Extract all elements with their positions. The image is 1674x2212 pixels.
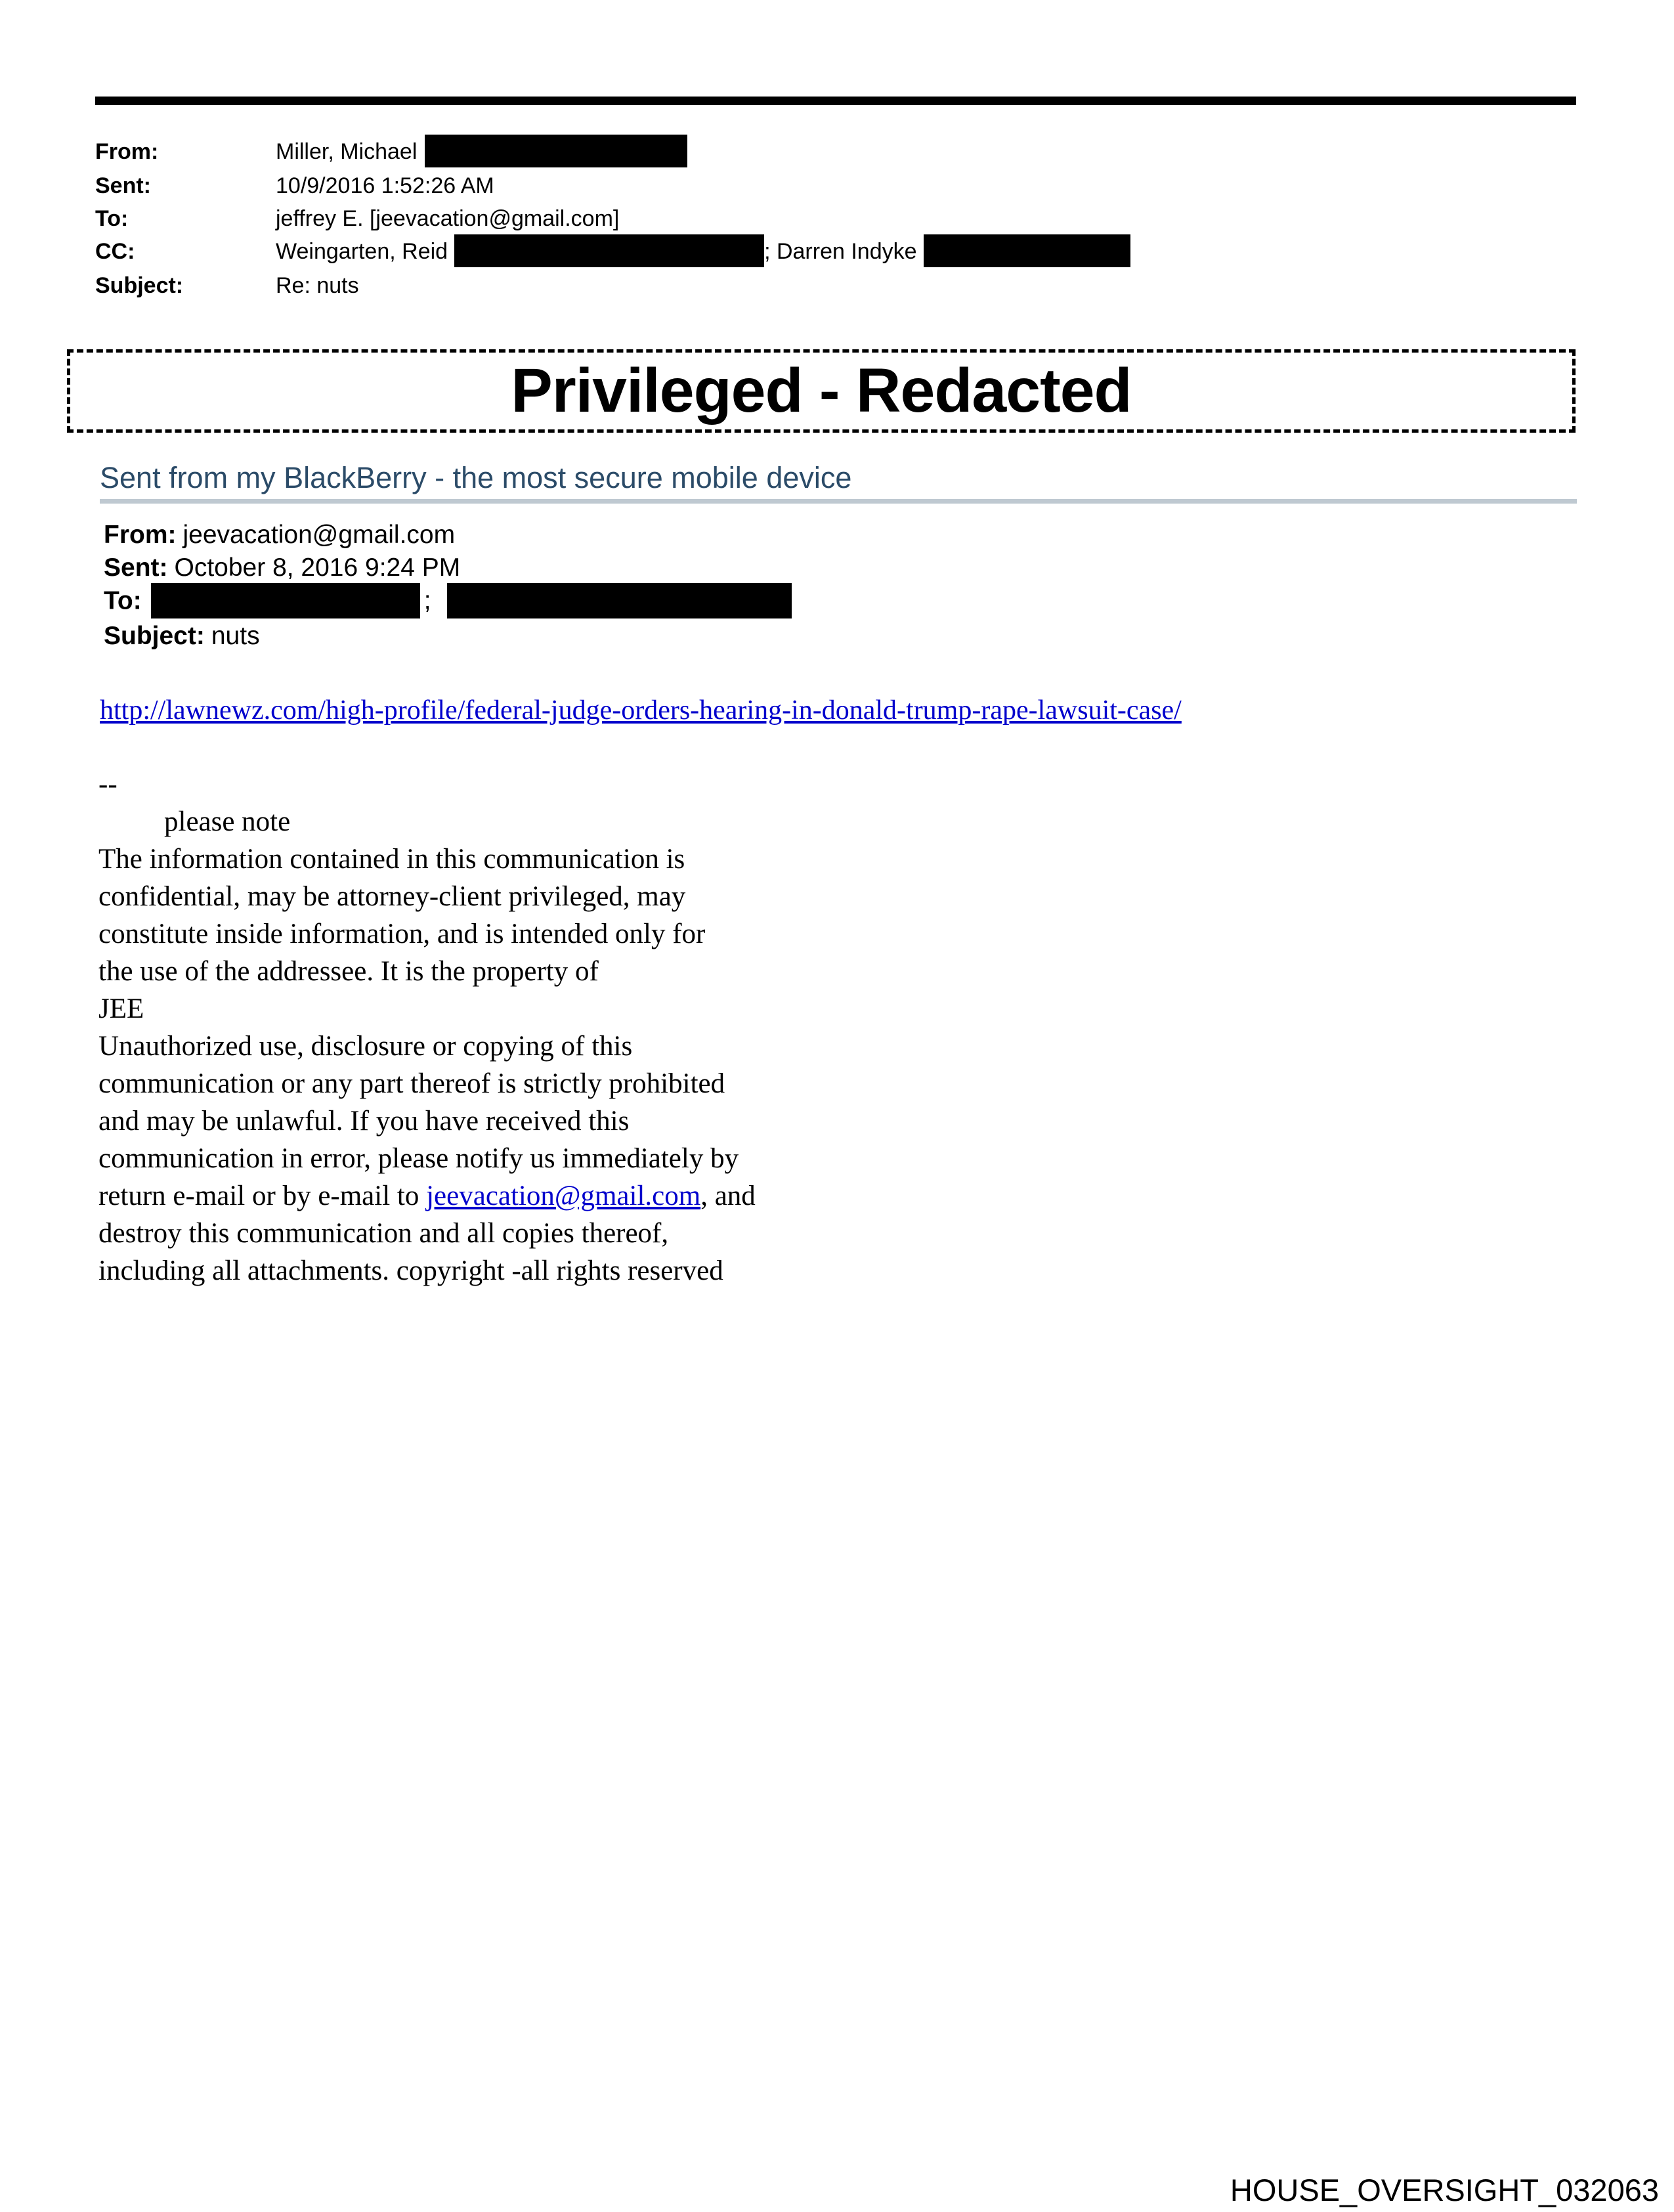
reply-email-link[interactable]: jeevacation@gmail.com [426, 1181, 701, 1211]
fwd-from-field-label: From: [104, 521, 177, 549]
header-row-cc [95, 235, 1579, 269]
header-row-from [95, 135, 1579, 169]
fwd-header-row-to [104, 584, 792, 620]
fwd-subject-field-label: Subject: [104, 622, 205, 650]
fwd-sent-field-label: Sent: [104, 553, 168, 582]
body-line: The information contained in this communication is [98, 844, 685, 875]
fwd-header-row-sent [104, 552, 792, 584]
redaction-bar [454, 234, 764, 267]
cc-field-value [276, 235, 1579, 269]
body-line-please-note: please note [164, 806, 291, 837]
header-row-subject [95, 269, 1579, 302]
body-line: communication in error, please notify us immediately by [98, 1143, 739, 1174]
body-line: Unauthorized use, disclosure or copying of this [98, 1031, 633, 1062]
body-line: the use of the addressee. It is the property of [98, 956, 599, 987]
from-sender-name: Miller, Michael [276, 139, 418, 164]
link-line-pre-text: return e-mail or by e-mail to [98, 1181, 427, 1211]
body-line-dashes: -- [98, 769, 118, 800]
body-line: destroy this communication and all copies thereof, [98, 1218, 669, 1249]
body-line: confidential, may be attorney-client privileged, may [98, 881, 686, 912]
fwd-subject-field-value: nuts [211, 622, 260, 650]
from-field-label: From: [95, 139, 159, 164]
privileged-redacted-banner [67, 349, 1576, 433]
from-field-value [276, 135, 1579, 169]
section-divider-rule [100, 499, 1577, 504]
fwd-to-field-label: To: [104, 586, 142, 615]
body-line: communication or any part thereof is strictly prohibited [98, 1068, 725, 1099]
fwd-sent-field-value: October 8, 2016 9:24 PM [174, 553, 461, 582]
header-row-to [95, 202, 1579, 235]
subject-field-label: Subject: [95, 273, 184, 299]
sent-field-label: Sent: [95, 173, 151, 199]
fwd-to-separator: ; [423, 586, 431, 615]
redaction-bar [425, 135, 687, 167]
body-line-jee: JEE [98, 993, 144, 1024]
body-line-with-email-link [98, 1177, 1083, 1215]
email-body-disclaimer [98, 766, 1083, 1290]
cc-recipient-1: Weingarten, Reid [276, 239, 448, 265]
privileged-redacted-banner-text: Privileged - Redacted [511, 356, 1132, 425]
to-field-value: jeffrey E. [jeevacation@gmail.com] [276, 206, 620, 232]
body-line: and may be unlawful. If you have received this [98, 1106, 630, 1137]
outer-email-header [95, 135, 1579, 302]
fwd-header-row-from [104, 519, 792, 552]
redaction-bar [447, 583, 792, 618]
bates-number: HOUSE_OVERSIGHT_032063 [1230, 2173, 1659, 2207]
top-horizontal-rule [95, 97, 1576, 105]
header-row-sent [95, 169, 1579, 202]
fwd-header-row-subject [104, 620, 792, 653]
forwarded-email-header [104, 519, 792, 653]
redaction-bar [151, 583, 420, 618]
to-field-label: To: [95, 206, 129, 232]
body-line: constitute inside information, and is intended only for [98, 919, 706, 949]
sent-field-value: 10/9/2016 1:52:26 AM [276, 173, 494, 199]
redaction-bar [924, 234, 1130, 267]
fwd-from-field-value: jeevacation@gmail.com [182, 521, 456, 549]
subject-field-value: Re: nuts [276, 273, 359, 299]
blackberry-signature-line: Sent from my BlackBerry - the most secure mobile device [100, 461, 852, 494]
cc-recipient-2: ; Darren Indyke [764, 239, 917, 265]
link-line-post-text: , and [700, 1181, 756, 1211]
article-url-link[interactable]: http://lawnewz.com/high-profile/federal-judge-orders-hearing-in-donald-trump-rape-lawsuit-case/ [100, 695, 1182, 726]
body-line: including all attachments. copyright -all rights reserved [98, 1255, 723, 1286]
cc-field-label: CC: [95, 239, 135, 265]
